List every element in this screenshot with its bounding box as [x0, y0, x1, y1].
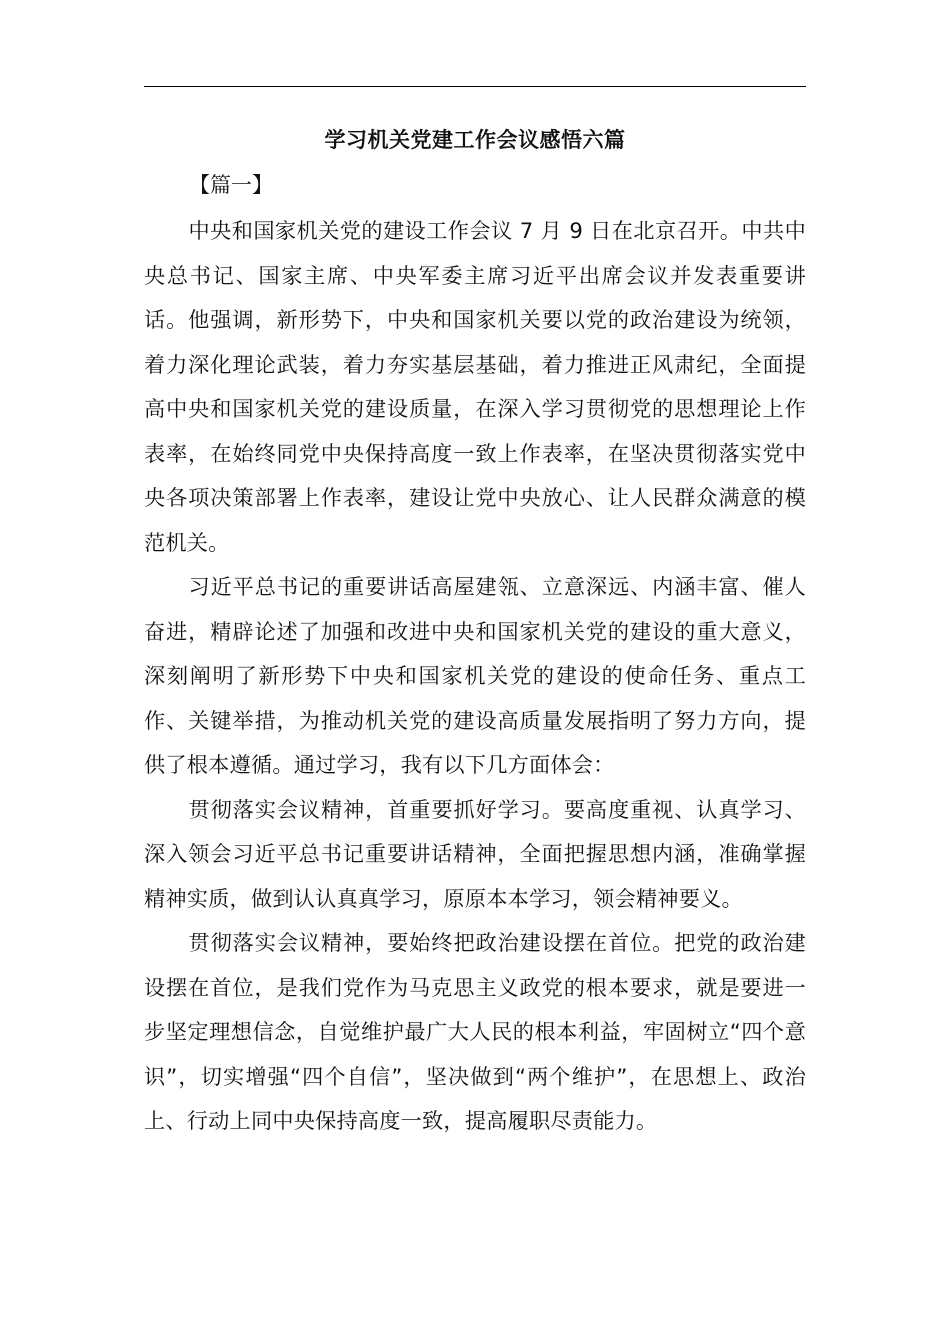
section-heading: 【篇一】	[189, 173, 273, 197]
paragraph: 中央和国家机关党的建设工作会议 7 月 9 日在北京召开。中共中央总书记、国家主席、中央军委主席习近平出席会议并发表重要讲话。他强调，新形势下，中央和国家机关要以党的政治建设为统领，着力深化理论武装，着力夯实基层基础，着力推进正风肃纪，全面提高中央和国家机关党的建设质量，在深入学习贯彻党的思想理论上作表率，在始终同党中央保持高度一致上作表率，在坚决贯彻落实党中央各项决策部署上作表率，建设让党中央放心、让人民群众满意的模范机关。	[144, 218, 806, 555]
document-body	[144, 209, 806, 1144]
document-title: 学习机关党建工作会议感悟六篇	[324, 128, 626, 152]
header-rule	[144, 86, 806, 87]
paragraph: 习近平总书记的重要讲话高屋建瓴、立意深远、内涵丰富、催人奋进，精辟论述了加强和改进中央和国家机关党的建设的重大意义，深刻阐明了新形势下中央和国家机关党的建设的使命任务、重点工作、关键举措，为推动机关党的建设高质量发展指明了努力方向，提供了根本遵循。通过学习，我有以下几方面体会：	[144, 574, 806, 777]
paragraph: 贯彻落实会议精神，首重要抓好学习。要高度重视、认真学习、深入领会习近平总书记重要讲话精神，全面把握思想内涵，准确掌握精神实质，做到认认真真学习，原原本本学习，领会精神要义。	[144, 796, 806, 911]
paragraph: 贯彻落实会议精神，要始终把政治建设摆在首位。把党的政治建设摆在首位，是我们党作为马克思主义政党的根本要求，就是要进一步坚定理想信念，自觉维护最广大人民的根本利益，牢固树立“四个意识”，切实增强“四个自信”，坚决做到“两个维护”，在思想上、政治上、行动上同中央保持高度一致，提高履职尽责能力。	[144, 930, 806, 1133]
